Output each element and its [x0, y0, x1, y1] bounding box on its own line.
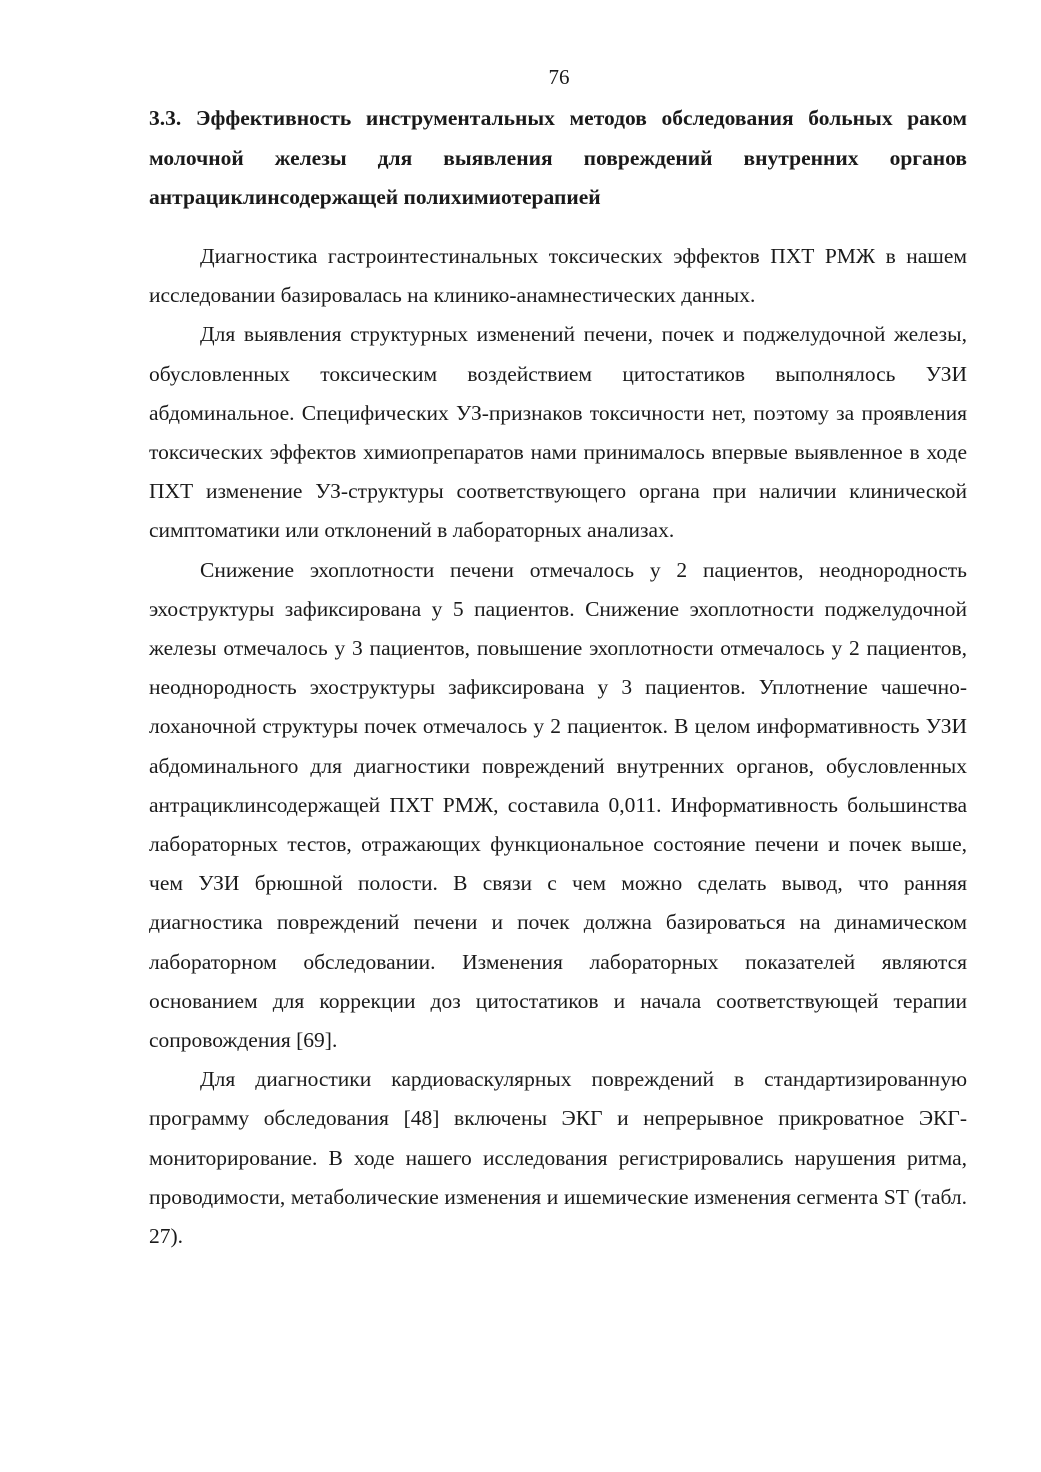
paragraph-cardiovascular: Для диагностики кардиоваскулярных повреждений в стандартизированную программу обследования [48] включены ЭКГ и непрерывное прикроватное ЭКГ-мониторирование. В ходе нашего исследования регистрировались нарушения ритма, проводимости, метаболические изменения и ишемические изменения сегмента ST (табл. 27). — [149, 1067, 967, 1249]
paragraph-ultrasound-method: Для выявления структурных изменений печени, почек и поджелудочной железы, обусловленных токсическим воздействием цитостатиков выполнялось УЗИ абдоминальное. Специфических УЗ-признаков токсичности нет, поэтому за проявления токсических эффектов химиопрепаратов нами принималось впервые выявленное в ходе ПХТ изменение УЗ-структуры соответствующего органа при наличии клинической симптоматики или отклонений в лабораторных анализах. — [149, 322, 967, 543]
section-heading: 3.3. Эффективность инструментальных методов обследования больных раком молочной железы для выявления повреждений внутренних органов антрациклинсодержащей полихимиотерапией — [149, 106, 967, 209]
page-number: 76 — [548, 65, 570, 89]
body-text — [149, 237, 967, 1256]
paragraph-gastrointestinal: Диагностика гастроинтестинальных токсических эффектов ПХТ РМЖ в нашем исследовании базировалась на клинико-анамнестических данных. — [149, 244, 967, 308]
paragraph-ultrasound-results: Снижение эхоплотности печени отмечалось у 2 пациентов, неоднородность эхоструктуры зафиксирована у 5 пациентов. Снижение эхоплотности поджелудочной железы отмечалось у 3 пациентов, повышение эхоплотности отмечалось у 2 пациентов, неоднородность эхоструктуры зафиксирована у 3 пациентов. Уплотнение чашечно-лоханочной структуры почек отмечалось у 2 пациенток. В целом информативность УЗИ абдоминального для диагностики повреждений внутренних органов, обусловленных антрациклинсодержащей ПХТ РМЖ, составила 0,011. Информативность большинства лабораторных тестов, отражающих функциональное состояние печени и почек выше, чем УЗИ брюшной полости. В связи с чем можно сделать вывод, что ранняя диагностика повреждений печени и почек должна базироваться на динамическом лабораторном обследовании. Изменения лабораторных показателей являются основанием для коррекции доз цитостатиков и начала соответствующей терапии сопровождения [69]. — [149, 557, 967, 1053]
